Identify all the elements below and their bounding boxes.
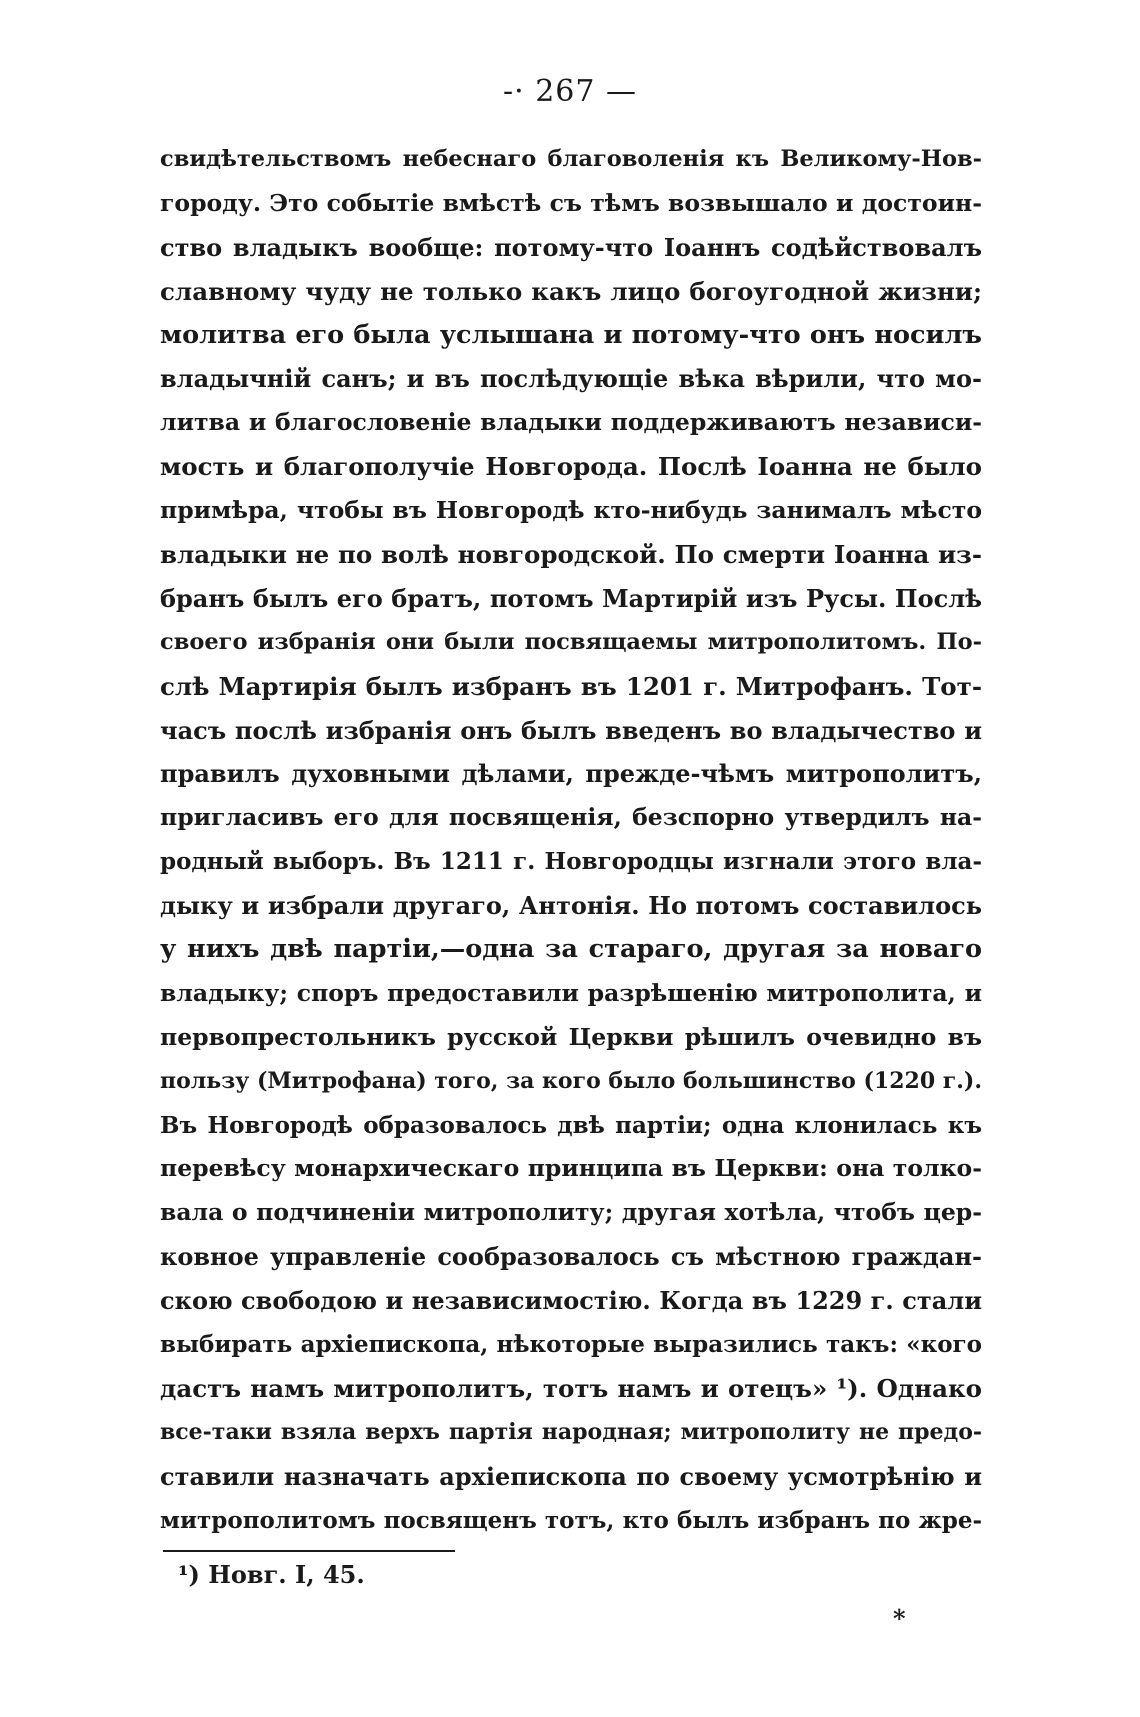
text-line: Въ Новгородѣ образовалось двѣ партіи; одна клонилась къ [160,1111,982,1139]
text-line: ставили назначать архіепископа по своему усмотрѣнію и [160,1461,982,1491]
text-line: правилъ духовными дѣлами, прежде-чѣмъ митрополитъ, [160,759,982,789]
text-line: скою свободою и независимостію. Когда въ 1229 г. стали [160,1286,982,1316]
main-text [160,138,982,1543]
text-line: пользу (Митрофана) того, за кого было большинство (1220 г.). [160,1067,982,1094]
text-line: славному чуду не только какъ лицо богоугодной жизни; [160,276,982,306]
text-line: городу. Это событіе вмѣстѣ съ тѣмъ возвышало и достоин- [160,188,982,217]
text-line: свидѣтельствомъ небеснаго благоволенія къ Великому-Нов- [160,146,982,172]
text-line: ство владыкъ вообще: потому-что Іоаннъ содѣйствовалъ [160,232,982,262]
text-line: ковное управленіе сообразовалось съ мѣстною граждан- [160,1242,982,1272]
text-line: родный выборъ. Въ 1211 г. Новгородцы изгнали этого вла- [160,848,982,876]
text-line: мость и благополучіе Новгорода. Послѣ Іоанна не было [160,452,982,482]
text-line: перевѣсу монархическаго принципа въ Церкви: она толко- [160,1154,982,1183]
printer-signature-mark: * [893,1604,906,1633]
text-line: молитва его была услышана и потому-что онъ носилъ [160,319,982,350]
text-line: у нихъ двѣ партіи,—одна за стараго, другая за новаго [160,934,982,965]
text-line: митрополитомъ посвященъ тотъ, кто былъ избранъ по жре- [160,1506,982,1534]
text-line: дастъ намъ митрополитъ, тотъ намъ и отецъ» ¹). Однако [160,1373,982,1403]
text-line: первопрестольникъ русской Церкви рѣшилъ очевидно въ [160,1022,982,1051]
text-line: своего избранія они были посвящаемы митрополитомъ. По- [160,628,982,655]
text-line: владыку; споръ предоставили разрѣшенію митрополита, и [160,978,982,1007]
text-line: литва и благословеніе владыки поддерживаютъ независи- [160,408,982,437]
text-line: часъ послѣ избранія онъ былъ введенъ во владычество и [160,715,982,745]
text-line: пригласивъ его для посвященія, безспорно утвердилъ на- [160,803,982,832]
page-number: -· 267 — [502,74,637,109]
text-line: бранъ былъ его братъ, потомъ Мартирій изъ Русы. Послѣ [160,583,982,613]
text-line: владыки не по волѣ новгородской. По смерти Іоанна из- [160,540,982,570]
text-line: примѣра, чтобы въ Новгородѣ кто-нибудь занималъ мѣсто [160,496,982,525]
text-line: все-таки взяла верхъ партія народная; митрополиту не предо- [160,1418,982,1445]
footnote-divider [163,1550,455,1552]
text-line: дыку и избрали другаго, Антонія. Но потомъ составилось [160,891,982,921]
text-line: выбирать архіепископа, нѣкоторые выразились такъ: «кого [160,1331,982,1359]
text-line: владычній санъ; и въ послѣдующіе вѣка вѣрили, что мо- [160,364,982,394]
footnote: ¹) Новг. I, 45. [178,1560,365,1589]
text-line: вала о подчиненіи митрополиту; другая хотѣла, чтобъ цер- [160,1198,982,1227]
text-line: слѣ Мартирія былъ избранъ въ 1201 г. Митрофанъ. Тот- [160,671,982,701]
